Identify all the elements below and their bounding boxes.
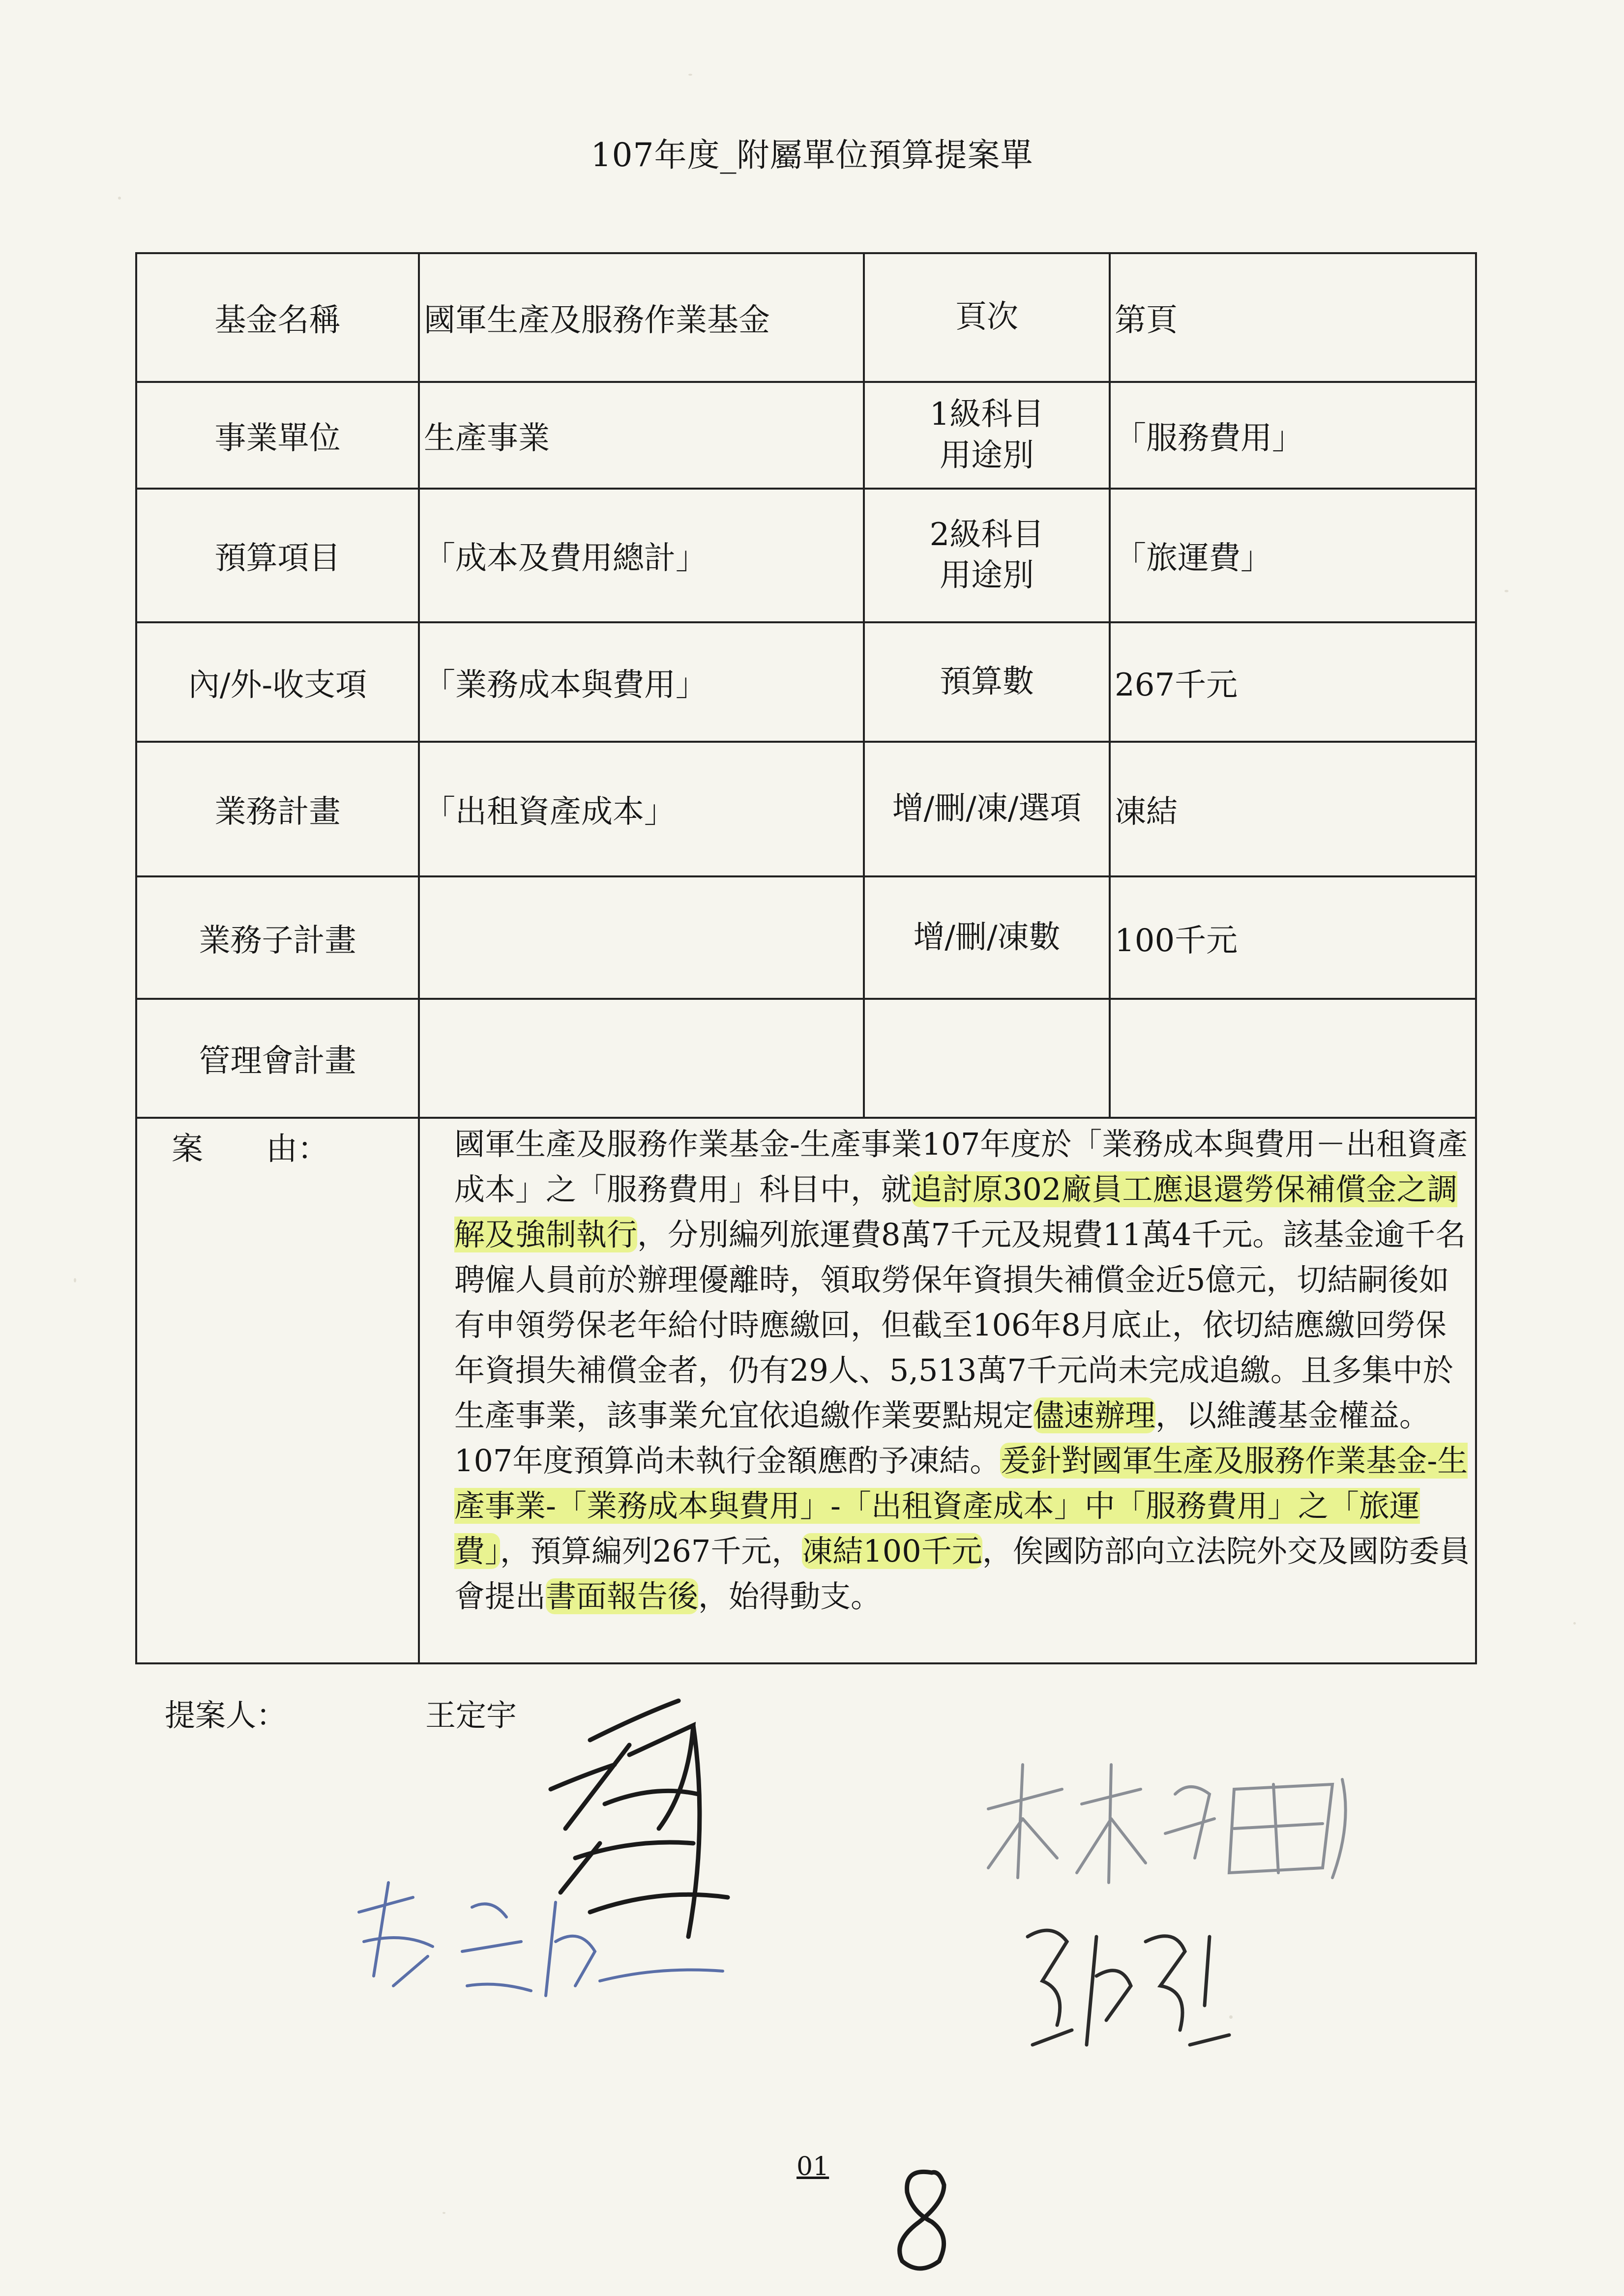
field-label: 增/刪/凍數 (864, 876, 1110, 999)
field-label: 業務計畫 (136, 742, 419, 876)
case-text-part: ，分別編列旅運費8萬7千元及規費11萬4千元。該基金逾千名聘僱人員前於辦理優離時，領取勞保年資損失補償金近5億元，切結嗣後如有申領勞保老年給付時應繳回，但截至106年8月底止，依切結應繳回勞保年資損失補償金者，仍有29人、5,513萬7千元尚未完成追繳。且多集中於生產事業，該事業允宜依追繳作業要點規定 (454, 1217, 1466, 1433)
table-row (136, 876, 1476, 999)
table-row (136, 622, 1476, 742)
highlighted-text: 凍結100千元 (802, 1533, 982, 1569)
highlighted-text: 追討原302廠員工應退還勞保補償金之調解及強制執行 (454, 1171, 1458, 1252)
field-value: 第頁 (1110, 253, 1476, 382)
highlighted-text: 書面報告後 (546, 1578, 699, 1614)
field-label (864, 999, 1110, 1118)
field-value: 「旅運費」 (1110, 489, 1476, 622)
table-row (136, 489, 1476, 622)
case-text-part: ，俟國防部向立法院外交及國防委員會提出 (454, 1533, 1470, 1614)
field-value: 「出租資產成本」 (419, 742, 864, 876)
field-label: 增/刪/凍/選項 (864, 742, 1110, 876)
table-row (136, 742, 1476, 876)
field-label: 頁次 (864, 253, 1110, 382)
field-value: 100千元 (1110, 876, 1476, 999)
proposer-label: 提案人： (165, 1697, 287, 1733)
page-number: 01 (797, 2152, 829, 2181)
case-text-part: ，以維護基金權益。107年度預算尚未執行金額應酌予凍結。 (454, 1397, 1430, 1479)
field-value (419, 999, 864, 1118)
case-label: 案 由： (136, 1118, 419, 1663)
handwritten-signature-4 (1013, 1907, 1249, 2064)
case-text-part: ，預算編列267千元， (500, 1533, 802, 1569)
document-title: 107年度_附屬單位預算提案單 (591, 136, 1033, 174)
highlighted-text: 爰針對國軍生產及服務作業基金-生產事業-「業務成本與費用」-「出租資產成本」中「服務費用」之「旅運費」 (454, 1443, 1468, 1569)
table-row (136, 1118, 1476, 1663)
highlighted-text: 儘速辦理 (1033, 1397, 1156, 1433)
handwritten-page-number (885, 2163, 959, 2278)
field-label: 管理會計畫 (136, 999, 419, 1118)
field-label: 內/外-收支項 (136, 622, 419, 742)
field-value (419, 876, 864, 999)
field-label: 業務子計畫 (136, 876, 419, 999)
table-row (136, 999, 1476, 1118)
proposer-name: 王定宇 (425, 1697, 517, 1733)
case-text-part: 國軍生產及服務作業基金-生產事業107年度於「業務成本與費用－出租資產成本」之「服務費用」科目中，就 (454, 1126, 1468, 1207)
handwritten-eight-mark (885, 2163, 959, 2276)
field-value: 「業務成本與費用」 (419, 622, 864, 742)
field-value: 「成本及費用總計」 (419, 489, 864, 622)
field-value: 「服務費用」 (1110, 382, 1476, 489)
field-value: 生產事業 (419, 382, 864, 489)
field-value: 267千元 (1110, 622, 1476, 742)
handwritten-signature-3 (978, 1750, 1367, 1897)
field-label: 2級科目 用途別 (864, 489, 1110, 622)
field-label: 預算項目 (136, 489, 419, 622)
case-text-part: ，始得動支。 (698, 1578, 882, 1614)
field-label: 1級科目 用途別 (864, 382, 1110, 489)
field-label: 基金名稱 (136, 253, 419, 382)
field-label: 事業單位 (136, 382, 419, 489)
field-value: 凍結 (1110, 742, 1476, 876)
table-row (136, 253, 1476, 382)
case-text (419, 1118, 1476, 1663)
field-label: 預算數 (864, 622, 1110, 742)
field-value: 國軍生產及服務作業基金 (419, 253, 864, 382)
field-value (1110, 999, 1476, 1118)
handwritten-signature-2 (344, 1868, 728, 2015)
table-row (136, 382, 1476, 489)
budget-proposal-table (135, 252, 1477, 1664)
